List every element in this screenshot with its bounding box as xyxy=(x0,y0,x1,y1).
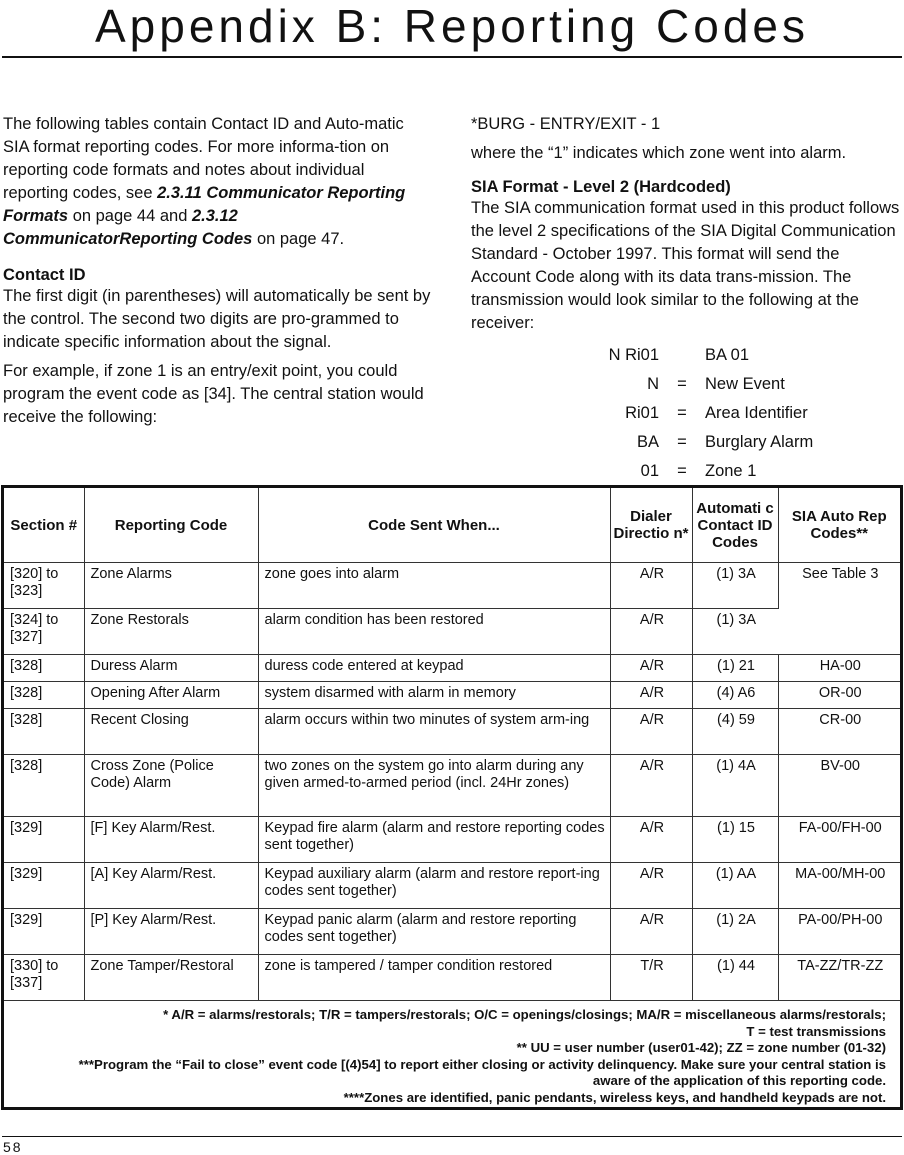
sia-example-row xyxy=(599,370,813,399)
table-row xyxy=(4,955,900,1001)
intro-text: on page 44 and xyxy=(68,207,192,225)
sia-example-cell: 01 xyxy=(640,462,659,480)
sia-example-cell: BA 01 xyxy=(705,346,750,364)
left-column xyxy=(3,113,433,429)
cell-contact-id: (1) 15 xyxy=(692,817,778,863)
cell-contact-id: (1) 4A xyxy=(692,755,778,817)
cell-contact-id: (1) 44 xyxy=(692,955,778,1001)
cell-dialer-direction: A/R xyxy=(610,682,692,709)
header-reporting-code: Reporting Code xyxy=(84,488,258,563)
cell-contact-id: (1) 2A xyxy=(692,909,778,955)
sia-heading: SIA Format - Level 2 (Hardcoded) xyxy=(471,178,731,196)
table-row xyxy=(4,609,900,655)
table-note: T = test transmissions xyxy=(746,1023,886,1039)
cell-code-sent-when: alarm occurs within two minutes of system arm-ing xyxy=(258,709,610,755)
cell-reporting-code: Zone Restorals xyxy=(84,609,258,655)
intro-paragraph xyxy=(3,113,433,251)
sia-example-row xyxy=(599,341,813,370)
title-divider xyxy=(2,56,902,58)
cell-code-sent-when: Keypad fire alarm (alarm and restore reporting codes sent together) xyxy=(258,817,610,863)
cell-reporting-code: [A] Key Alarm/Rest. xyxy=(84,863,258,909)
cell-reporting-code: Recent Closing xyxy=(84,709,258,755)
cell-dialer-direction: A/R xyxy=(610,709,692,755)
cell-dialer-direction: A/R xyxy=(610,609,692,655)
cell-contact-id: (1) 3A xyxy=(692,563,778,609)
sia-example-cell: New Event xyxy=(705,375,785,393)
intro-text: on page 47. xyxy=(252,230,345,248)
table-row xyxy=(4,909,900,955)
reference-communicator-codes: 2.3.12 CommunicatorReporting Codes xyxy=(3,207,253,248)
contact-id-text: The first digit (in parentheses) will automatically be sent by the control. The second two digits are pro-grammed to indicate specific information about the signal. xyxy=(3,287,431,351)
sia-text: The SIA communication format used in this product follows the level 2 specifications of the SIA Digital Communication Standard - October 1997. This format will send the Account Code along with its data trans-mission. The transmission would look similar to the following at the receiver: xyxy=(471,199,900,332)
cell-code-sent-when: system disarmed with alarm in memory xyxy=(258,682,610,709)
cell-dialer-direction: A/R xyxy=(610,863,692,909)
reference-communicator-formats: 2.3.11 Communicator Reporting Formats xyxy=(3,184,406,225)
cell-section: [320] to [323] xyxy=(4,563,84,609)
cell-sia: HA-00 xyxy=(778,655,900,682)
cell-code-sent-when: alarm condition has been restored xyxy=(258,609,610,655)
table-row xyxy=(4,817,900,863)
cell-reporting-code: Zone Alarms xyxy=(84,563,258,609)
table-note: ** UU = user number (user01-42); ZZ = zone number (01-32) xyxy=(516,1040,886,1055)
cell-sia: See Table 3 xyxy=(778,563,900,655)
right-column xyxy=(471,113,901,486)
cell-reporting-code: Cross Zone (Police Code) Alarm xyxy=(84,755,258,817)
cell-sia: MA-00/MH-00 xyxy=(778,863,900,909)
sia-example-cell: = xyxy=(677,375,687,393)
footer-divider xyxy=(2,1136,902,1137)
cell-section: [328] xyxy=(4,709,84,755)
sia-example-cell: Area Identifier xyxy=(705,404,808,422)
table-note: * A/R = alarms/restorals; T/R = tampers/restorals; O/C = openings/closings; MA/R = miscellaneous alarms/restorals; xyxy=(163,1007,886,1022)
table-row xyxy=(4,682,900,709)
reporting-codes-table-frame xyxy=(1,485,903,1110)
cell-sia: BV-00 xyxy=(778,755,900,817)
header-dialer-direction: Dialer Directio n* xyxy=(610,488,692,563)
cell-code-sent-when: zone is tampered / tamper condition restored xyxy=(258,955,610,1001)
sia-example-cell: = xyxy=(677,462,687,480)
table-row xyxy=(4,709,900,755)
cell-reporting-code: Opening After Alarm xyxy=(84,682,258,709)
cell-sia: FA-00/FH-00 xyxy=(778,817,900,863)
contact-id-heading: Contact ID xyxy=(3,266,86,284)
sia-example-cell: Zone 1 xyxy=(705,462,757,480)
cell-contact-id: (4) 59 xyxy=(692,709,778,755)
header-sia: SIA Auto Rep Codes** xyxy=(778,488,900,563)
cell-section: [324] to [327] xyxy=(4,609,84,655)
cell-code-sent-when: duress code entered at keypad xyxy=(258,655,610,682)
cell-code-sent-when: two zones on the system go into alarm during any given armed-to-armed period (incl. 24Hr zones) xyxy=(258,755,610,817)
cell-dialer-direction: A/R xyxy=(610,817,692,863)
cell-section: [329] xyxy=(4,817,84,863)
sia-example-row xyxy=(599,428,813,457)
sia-example-row xyxy=(599,399,813,428)
cell-sia: TA-ZZ/TR-ZZ xyxy=(778,955,900,1001)
sia-example-cell: = xyxy=(677,404,687,422)
cell-reporting-code: [P] Key Alarm/Rest. xyxy=(84,909,258,955)
cell-dialer-direction: A/R xyxy=(610,755,692,817)
sia-example-cell: Burglary Alarm xyxy=(705,433,814,451)
sia-example-cell: BA xyxy=(636,433,659,451)
table-row xyxy=(4,563,900,609)
table-row xyxy=(4,655,900,682)
table-note: ****Zones are identified, panic pendants, wireless keys, and handheld keypads are not. xyxy=(343,1089,886,1105)
table-note: aware of the application of this reporting code. xyxy=(592,1073,886,1088)
sia-example-cell: N Ri01 xyxy=(608,346,659,364)
reporting-codes-table xyxy=(4,488,900,1001)
cell-section: [328] xyxy=(4,655,84,682)
sia-example-cell: Ri01 xyxy=(625,404,659,422)
table-header-row xyxy=(4,488,900,563)
header-code-sent-when: Code Sent When... xyxy=(258,488,610,563)
table-note: ***Program the “Fail to close” event code [(4)54] to report either closing or activity delinquency. Make sure your central station is xyxy=(78,1056,886,1072)
cell-section: [328] xyxy=(4,755,84,817)
cell-sia: PA-00/PH-00 xyxy=(778,909,900,955)
cell-dialer-direction: A/R xyxy=(610,909,692,955)
table-notes xyxy=(4,1001,900,1106)
cell-section: [329] xyxy=(4,863,84,909)
cell-contact-id: (1) 3A xyxy=(692,609,778,655)
cell-code-sent-when: zone goes into alarm xyxy=(258,563,610,609)
cell-section: [329] xyxy=(4,909,84,955)
table-row xyxy=(4,755,900,817)
sia-example-cell: N xyxy=(647,375,659,393)
header-section: Section # xyxy=(4,488,84,563)
cell-dialer-direction: A/R xyxy=(610,655,692,682)
cell-contact-id: (4) A6 xyxy=(692,682,778,709)
sia-example-cell xyxy=(659,341,705,370)
cell-section: [330] to [337] xyxy=(4,955,84,1001)
cell-code-sent-when: Keypad panic alarm (alarm and restore reporting codes sent together) xyxy=(258,909,610,955)
sia-example-table xyxy=(599,341,813,486)
page-number: 58 xyxy=(3,1139,23,1155)
cell-code-sent-when: Keypad auxiliary alarm (alarm and restore report-ing codes sent together) xyxy=(258,863,610,909)
cell-reporting-code: Zone Tamper/Restoral xyxy=(84,955,258,1001)
cell-contact-id: (1) 21 xyxy=(692,655,778,682)
example-code: *BURG - ENTRY/EXIT - 1 xyxy=(471,115,661,133)
page-title: Appendix B: Reporting Codes xyxy=(94,0,810,52)
header-contact-id: Automati c Contact ID Codes xyxy=(692,488,778,563)
cell-reporting-code: [F] Key Alarm/Rest. xyxy=(84,817,258,863)
cell-dialer-direction: T/R xyxy=(610,955,692,1001)
cell-reporting-code: Duress Alarm xyxy=(84,655,258,682)
cell-contact-id: (1) AA xyxy=(692,863,778,909)
sia-example-cell: = xyxy=(677,433,687,451)
sia-example-row xyxy=(599,457,813,486)
intro-text: The following tables contain Contact ID and Auto-matic SIA format reporting codes. For more informa-tion on reporting code formats and notes about individual reporting codes, see xyxy=(3,115,404,202)
table-row xyxy=(4,863,900,909)
example-text: For example, if zone 1 is an entry/exit point, you could program the event code as [34]. The central station would receive the following: xyxy=(3,362,424,426)
cell-section: [328] xyxy=(4,682,84,709)
cell-dialer-direction: A/R xyxy=(610,563,692,609)
example-explanation: where the “1” indicates which zone went into alarm. xyxy=(471,144,847,162)
cell-sia: CR-00 xyxy=(778,709,900,755)
cell-sia: OR-00 xyxy=(778,682,900,709)
